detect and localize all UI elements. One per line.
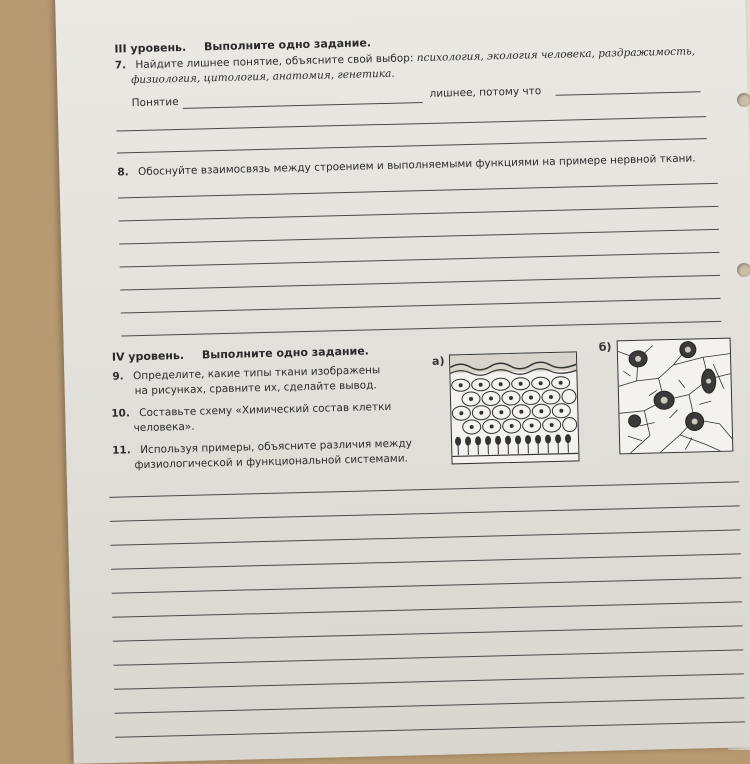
task-9 — [112, 362, 433, 400]
figure-b-nervous-tissue — [617, 338, 734, 455]
answer-line[interactable] — [121, 321, 721, 337]
task7-terms-line1: психология, экология человека, раздражимость, — [417, 45, 696, 64]
binder-hole — [737, 93, 750, 107]
answer-line[interactable] — [118, 183, 718, 199]
answer-line[interactable] — [110, 529, 740, 545]
level3-instruction: Выполните одно задание. — [204, 36, 371, 53]
answer-line[interactable] — [112, 601, 742, 617]
answer-line[interactable] — [113, 625, 743, 641]
level3-title: III уровень. — [114, 41, 186, 56]
answer-line[interactable] — [121, 298, 721, 314]
task7-concept-label: Понятие — [132, 95, 179, 111]
answer-line[interactable] — [115, 721, 745, 737]
task9-line2: на рисунках, сравните их, сделайте вывод. — [135, 379, 377, 397]
task7-reason-blank[interactable] — [556, 91, 701, 96]
task9-number: 9. — [112, 370, 124, 382]
nervous-tissue-illustration — [618, 339, 733, 454]
level4-instruction: Выполните одно задание. — [202, 344, 369, 361]
answer-line[interactable] — [117, 138, 707, 153]
task-11 — [112, 436, 443, 474]
task-10 — [111, 399, 432, 437]
level4-title: IV уровень. — [112, 349, 184, 364]
level4-heading — [112, 344, 369, 363]
answer-line[interactable] — [119, 229, 719, 245]
answer-line[interactable] — [116, 116, 706, 131]
answer-line[interactable] — [114, 673, 744, 689]
task8-number: 8. — [117, 166, 129, 178]
answer-line[interactable] — [113, 649, 743, 665]
figure-a-epithelial-tissue — [449, 351, 580, 464]
task7-terms-line2: физиология, цитология, анатомия, генетика. — [131, 68, 395, 86]
epithelium-illustration — [450, 352, 579, 463]
answer-line[interactable] — [112, 577, 742, 593]
answer-line[interactable] — [120, 275, 720, 291]
task10-line1: Составьте схему «Химический состав клетки — [139, 401, 391, 419]
task7-text: Найдите лишнее понятие, объясните свой выбор: — [135, 52, 413, 71]
task11-number: 11. — [112, 444, 131, 456]
task7-extra-label: лишнее, потому что — [429, 84, 541, 102]
answer-line[interactable] — [115, 697, 745, 713]
figure-a-label: а) — [432, 355, 445, 368]
task7-number: 7. — [115, 59, 127, 71]
answer-line[interactable] — [120, 252, 720, 268]
answer-line[interactable] — [110, 505, 740, 521]
task8-text: Обоснуйте взаимосвязь между строением и выполняемыми функциями на примере нервной ткани. — [138, 152, 696, 178]
answer-line[interactable] — [111, 553, 741, 569]
task10-number: 10. — [111, 407, 130, 419]
answer-line[interactable] — [109, 481, 739, 497]
task-8 — [117, 150, 742, 180]
worksheet-page — [55, 0, 750, 764]
figure-b-label: б) — [599, 341, 612, 354]
task11-line1: Используя примеры, объясните различия между — [140, 437, 412, 456]
task9-line1: Определите, какие типы ткани изображены — [133, 364, 381, 382]
answer-line[interactable] — [119, 206, 719, 222]
task10-line2: человека». — [133, 421, 194, 434]
task11-line2: физиологической и функциональной системами. — [134, 453, 408, 472]
task7-concept-blank[interactable] — [183, 102, 423, 109]
binder-hole — [737, 263, 750, 277]
